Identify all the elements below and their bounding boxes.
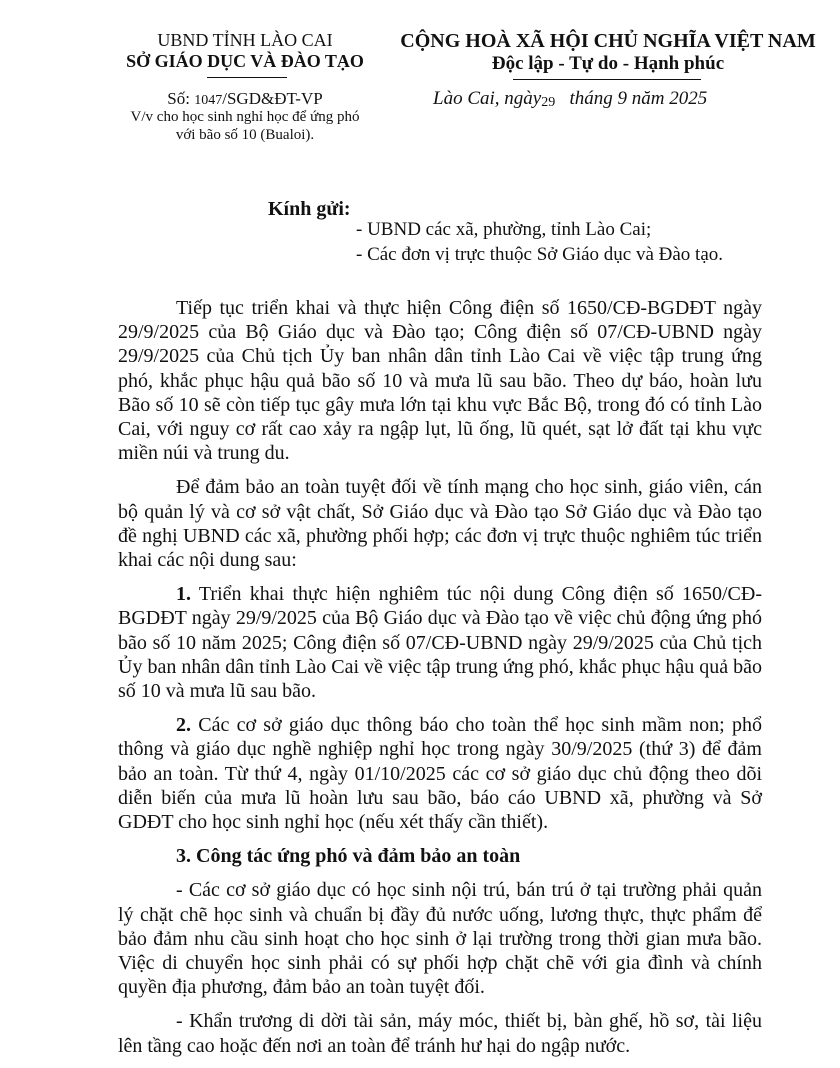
place-date-day: 29 bbox=[541, 95, 556, 110]
nation-title: CỘNG HOÀ XÃ HỘI CHỦ NGHĨA VIỆT NAM bbox=[400, 30, 816, 52]
item-2-text: Các cơ sở giáo dục thông báo cho toàn thể học sinh mầm non; phổ thông và giáo dục nghề nghiệp nghỉ học trong ngày 30/9/2025 (thứ 3) để đảm bảo an toàn. Từ thứ 4, ngày 01/10/2025 các cơ sở giáo dục chủ động theo dõi diễn biến của mưa lũ hoàn lưu sau bão, báo cáo UBND xã, phường và Sở GDĐT cho học sinh nghỉ học (nếu xét thấy cần thiết). bbox=[118, 714, 762, 834]
doc-number-value: 1047 bbox=[194, 93, 223, 108]
item-1-text: Triển khai thực hiện nghiêm túc nội dung Công điện số 1650/CĐ-BGDĐT ngày 29/9/2025 của Bộ Giáo dục và Đào tạo về việc chủ động ứng phó bão số 10 năm 2025; Công điện số 07/CĐ-UBND ngày 29/9/2025 của Chủ tịch Ủy ban nhân dân tỉnh Lào Cai về việc tập trung ứng phó, khắc phục hậu quả bão số 10 và mưa lũ sau bão. bbox=[118, 583, 762, 703]
item-3-bullet-2: - Khẩn trương di dời tài sản, máy móc, thiết bị, bàn ghế, hồ sơ, tài liệu lên tầng cao hoặc đến nơi an toàn để tránh hư hại do ngập nước. bbox=[118, 1010, 762, 1057]
place-date-prefix: Lào Cai, ngày bbox=[433, 88, 542, 109]
intro-paragraph: Tiếp tục triển khai và thực hiện Công điện số 1650/CĐ-BGDĐT ngày 29/9/2025 của Bộ Giáo dục và Đào tạo; Công điện số 07/CĐ-UBND ngày 29/9/2025 của Chủ tịch Ủy ban nhân dân tỉnh Lào Cai về việc tập trung ứng phó, khắc phục hậu quả bão số 10 và mưa lũ sau bão. Theo dự báo, hoàn lưu Bão số 10 sẽ còn tiếp tục gây mưa lớn tại khu vực Bắc Bộ, trong đó có tỉnh Lào Cai, với nguy cơ rất cao xảy ra ngập lụt, lũ ống, lũ quét, sạt lở đất tại khu vực miền núi và trung du. bbox=[118, 297, 762, 465]
item-2-paragraph bbox=[118, 713, 762, 834]
org-underline bbox=[207, 77, 287, 78]
national-motto: Độc lập - Tự do - Hạnh phúc bbox=[491, 53, 725, 74]
subject-line-2: với bão số 10 (Bualoi). bbox=[175, 127, 315, 143]
doc-number-prefix: Số: bbox=[167, 89, 190, 108]
item-1-number: 1. bbox=[176, 583, 191, 606]
doc-number-suffix: /SGD&ĐT-VP bbox=[222, 89, 323, 108]
subject-line-1: V/v cho học sinh nghỉ học để ứng phó bbox=[130, 109, 360, 125]
recipient-item: - UBND các xã, phường, tỉnh Lào Cai; bbox=[356, 219, 652, 240]
place-date bbox=[433, 88, 707, 111]
document-body bbox=[118, 296, 762, 1068]
purpose-paragraph: Để đảm bảo an toàn tuyệt đối về tính mạng cho học sinh, giáo viên, cán bộ quản lý và cơ sở vật chất, Sở Giáo dục và Đào tạo Sở Giáo dục và Đào tạo đề nghị UBND các xã, phường phối hợp; các đơn vị trực thuộc nghiêm túc triển khai các nội dung sau: bbox=[118, 476, 762, 572]
org-parent: UBND TỈNH LÀO CAI bbox=[157, 30, 333, 50]
place-date-suffix: tháng 9 năm 2025 bbox=[569, 88, 708, 109]
document-subject bbox=[80, 108, 410, 144]
item-1-paragraph bbox=[118, 582, 762, 703]
motto-underline bbox=[513, 79, 701, 80]
recipients-label: Kính gửi: bbox=[268, 198, 351, 220]
recipient-item: - Các đơn vị trực thuộc Sở Giáo dục và Đào tạo. bbox=[356, 244, 724, 265]
item-2-number: 2. bbox=[176, 714, 191, 737]
item-3-bullet-1: - Các cơ sở giáo dục có học sinh nội trú, bán trú ở tại trường phải quản lý chặt chẽ học sinh và chuẩn bị đầy đủ nước uống, lương thực, thực phẩm để bảo đảm nhu cầu sinh hoạt cho học sinh ở lại trường trong thời gian mưa bão. Việc di chuyển học sinh phải có sự phối hợp chặt chẽ với gia đình và chính quyền địa phương, đảm bảo an toàn tuyệt đối. bbox=[118, 879, 762, 999]
document-number bbox=[100, 89, 390, 109]
org-name: SỞ GIÁO DỤC VÀ ĐÀO TẠO bbox=[126, 51, 364, 71]
item-3-heading: 3. Công tác ứng phó và đảm bảo an toàn bbox=[176, 845, 521, 868]
